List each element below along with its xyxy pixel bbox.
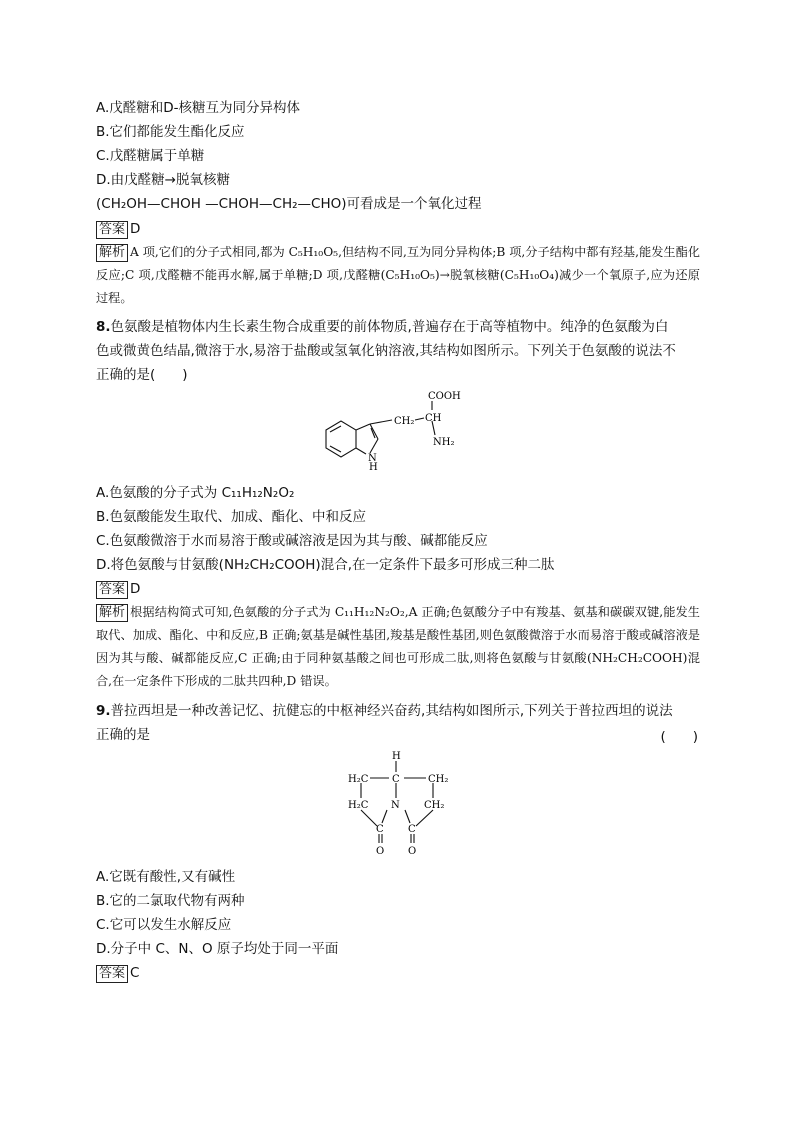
q8-answer: D [130, 581, 141, 597]
h2c-label-top: H₂C [348, 774, 369, 785]
c-label: C [392, 774, 400, 785]
q9-answer-paren: ( ) [660, 729, 698, 745]
q7-option-d-cont: (CH₂OH—CHOH —CHOH—CH₂—CHO)可看成是一个氧化过程 [96, 196, 482, 212]
answer-label-box: 答案 [96, 221, 128, 239]
q7-option-d: D.由戊醛糖→脱氧核糖 [96, 172, 230, 188]
ch2-label-right: CH₂ [424, 800, 445, 811]
h2c-label-bottom: H₂C [348, 800, 369, 811]
q8-option-b: B.色氨酸能发生取代、加成、酯化、中和反应 [96, 509, 367, 525]
q9-number: 9. [96, 703, 111, 719]
q7-answer-row [96, 219, 140, 239]
c-label-right: C [408, 824, 416, 835]
q7-explanation-block [96, 241, 700, 310]
ch-label: CH [425, 413, 442, 424]
q8-number: 8. [96, 319, 111, 335]
c-label-left: C [376, 824, 384, 835]
q9-option-b: B.它的二氯取代物有两种 [96, 893, 245, 909]
ch2-label: CH₂ [428, 774, 449, 785]
q8-explanation-block [96, 601, 700, 693]
indole-n: N [368, 453, 377, 464]
piracetam-structure [344, 748, 454, 856]
q9-stem-line-1: 9.普拉西坦是一种改善记忆、抗健忘的中枢神经兴奋药,其结构如图所示,下列关于普拉西坦的说法 [96, 703, 673, 719]
tryptophan-structure [318, 388, 478, 478]
q9-stem-line-2: 正确的是 [96, 727, 150, 743]
h-label: H [392, 751, 401, 762]
q7-answer: D [130, 221, 141, 237]
q8-option-a: A.色氨酸的分子式为 C₁₁H₁₂N₂O₂ [96, 485, 295, 501]
q8-stem-line-3: 正确的是( ) [96, 367, 188, 383]
q7-option-a: A.戊醛糖和D-核糖互为同分异构体 [96, 100, 301, 116]
q9-option-c: C.它可以发生水解反应 [96, 917, 232, 933]
answer-label-box: 答案 [96, 581, 128, 599]
q7-explanation: A 项,它们的分子式相同,都为 C₅H₁₀O₅,但结构不同,互为同分异构体;B 项,分子结构中都有羟基,能发生酯化反应;C 项,戊醛糖不能再水解,属于单糖;D 项,戊醛糖(C₅H₁₀O₅)→脱氧核糖(C₅H₁₀O₄)减少一个氧原子,应为还原过程。 [96, 245, 700, 305]
q9-option-a: A.它既有酸性,又有碱性 [96, 869, 236, 885]
q7-option-b: B.它们都能发生酯化反应 [96, 124, 245, 140]
q8-stem-line-2: 色或微黄色结晶,微溶于水,易溶于盐酸或氢氧化钠溶液,其结构如图所示。下列关于色氨酸的说法不 [96, 343, 676, 359]
nh2-label: NH₂ [433, 437, 455, 448]
indole-h: H [369, 462, 378, 473]
q8-explanation: 根据结构简式可知,色氨酸的分子式为 C₁₁H₁₂N₂O₂,A 正确;色氨酸分子中有羧基、氨基和碳碳双键,能发生取代、加成、酯化、中和反应,B 正确;氨基是碱性基团,羧基是酸性基团,则色氨酸微溶于水而易溶于酸或碱溶液是因为其与酸、碱都能反应,C 正确;由于同种氨基酸之间也可形成二肽,则将色氨酸与甘氨酸(NH₂CH₂COOH)混合,在一定条件下形成的二肽共四种,D 错误。 [96, 605, 700, 688]
q9-answer-row [96, 963, 139, 983]
q8-stem-line-1: 8.色氨酸是植物体内生长素生物合成重要的前体物质,普遍存在于高等植物中。纯净的色氨酸为白 [96, 319, 669, 335]
q9-option-d: D.分子中 C、N、O 原子均处于同一平面 [96, 941, 339, 957]
q7-option-c: C.戊醛糖属于单糖 [96, 148, 205, 164]
explain-label-box: 解析 [96, 604, 128, 622]
o-label-right: O [408, 846, 417, 856]
n-label: N [391, 800, 400, 811]
q8-answer-row [96, 579, 140, 599]
explain-label-box: 解析 [96, 244, 128, 262]
q8-option-c: C.色氨酸微溶于水而易溶于酸或碱溶液是因为其与酸、碱都能反应 [96, 533, 488, 549]
q9-answer: C [130, 965, 140, 981]
ch2-label: CH₂ [394, 416, 415, 427]
q8-option-d: D.将色氨酸与甘氨酸(NH₂CH₂COOH)混合,在一定条件下最多可形成三种二肽 [96, 557, 555, 573]
answer-label-box: 答案 [96, 965, 128, 983]
o-label-left: O [376, 846, 385, 856]
cooh-label: COOH [428, 391, 461, 402]
